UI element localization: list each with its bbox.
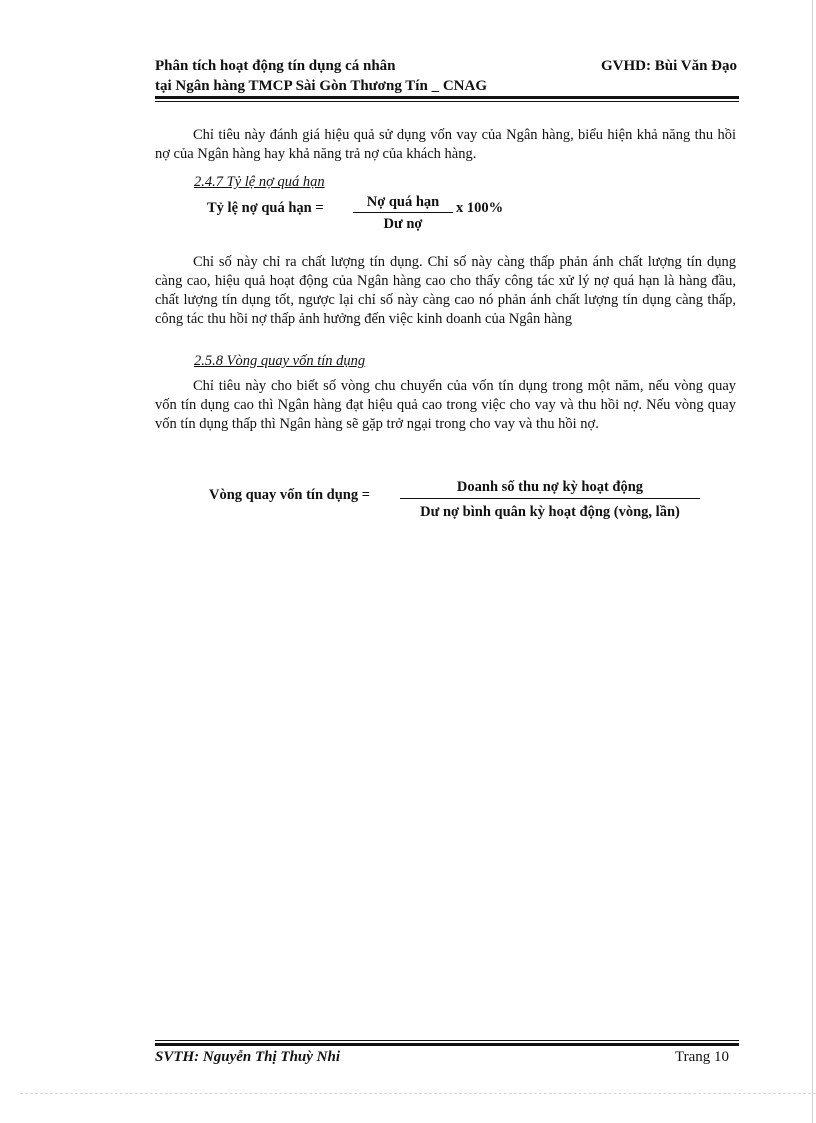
formula1-fraction-bar [353, 212, 453, 213]
header-title-line2: tại Ngân hàng TMCP Sài Gòn Thương Tín _ CNAG [155, 78, 487, 94]
intro-block [155, 126, 736, 164]
formula2-label: Vòng quay vốn tín dụng = [209, 487, 370, 503]
formula1-label: Tỷ lệ nợ quá hạn = [207, 200, 324, 216]
formula1-numerator: Nợ quá hạn [366, 194, 440, 210]
header-rule-thin [155, 101, 739, 102]
formula2-denominator: Dư nợ bình quân kỳ hoạt động (vòng, lần) [420, 504, 680, 520]
bad-debt-block [155, 253, 736, 329]
header-advisor: GVHD: Bùi Văn Đạo [601, 58, 737, 74]
section-247-heading: 2.4.7 Tỷ lệ nợ quá hạn [194, 174, 325, 190]
formula2-fraction [400, 478, 700, 521]
header-title [155, 56, 487, 96]
footer-student: SVTH: Nguyễn Thị Thuỳ Nhi [155, 1049, 341, 1065]
page-edge-bottom [20, 1093, 816, 1094]
formula1-denominator: Dư nợ [383, 216, 423, 232]
formula2-fraction-bar [400, 498, 700, 499]
formula2-numerator: Doanh số thu nợ kỳ hoạt động [456, 479, 644, 495]
page-edge-right [812, 0, 813, 1123]
page-number: Trang 10 [675, 1049, 730, 1065]
formula1-multiplier: x 100% [456, 200, 504, 216]
footer-rule-thick [155, 1043, 739, 1046]
intro-paragraph: Chỉ tiêu này đánh giá hiệu quả sử dụng vốn vay của Ngân hàng, biểu hiện khả năng thu hồi nợ của Ngân hàng hay khả năng trả nợ của khách hàng. [155, 127, 736, 162]
formula1-fraction [353, 193, 453, 233]
turnover-block [155, 377, 736, 434]
section-258-heading: 2.5.8 Vòng quay vốn tín dụng [194, 353, 366, 369]
bad-debt-paragraph: Chỉ số này chỉ ra chất lượng tín dụng. Chỉ số này càng thấp phản ánh chất lượng tín dụng càng cao, hiệu quả hoạt động của Ngân hàng cao cho thấy công tác xử lý nợ quá hạn là hàng đầu, chất lượng tín dụng tốt, ngược lại chỉ số này càng cao nó phản ánh chất lượng tín dụng càng thấp, công tác thu hồi nợ thấp ảnh hưởng đến việc kinh doanh của Ngân hàng [155, 254, 736, 327]
footer-rule-thin [155, 1040, 739, 1041]
header-title-line1: Phân tích hoạt động tín dụng cá nhân [155, 58, 396, 74]
header-rule-thick [155, 96, 739, 99]
turnover-paragraph: Chỉ tiêu này cho biết số vòng chu chuyển của vốn tín dụng trong một năm, nếu vòng quay vốn tín dụng cao thì Ngân hàng đạt hiệu quả cao trong việc cho vay và thu hồi nợ. Nếu vòng quay vốn tín dụng thấp thì Ngân hàng sẽ gặp trở ngại trong cho vay và thu hồi nợ. [155, 378, 736, 432]
